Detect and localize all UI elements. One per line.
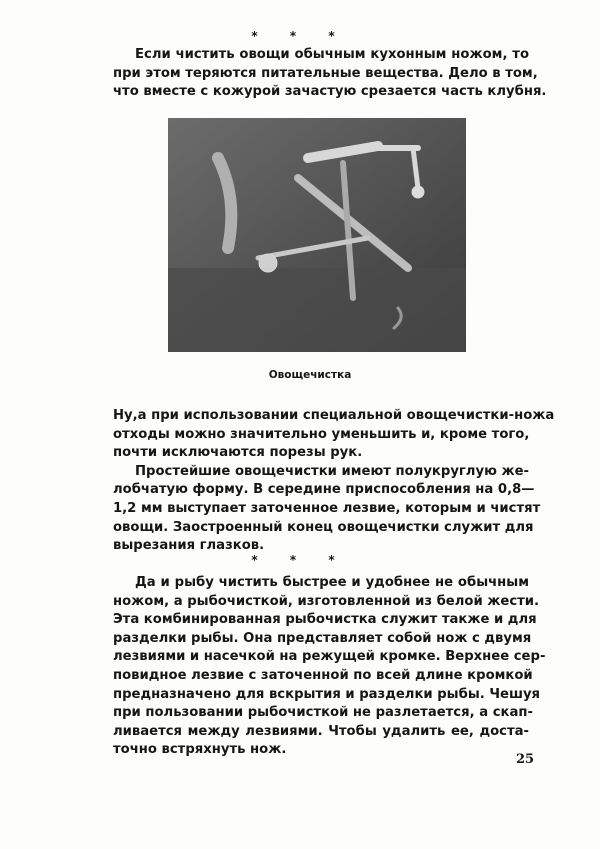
text-line: точно встряхнуть нож.: [113, 742, 287, 758]
text-line: ливается между лезвиями. Чтобы удалить ее, доста-: [113, 723, 529, 739]
text-line: Эта комбинированная рыбочистка служит также и для: [113, 612, 537, 628]
text-line: предназначено для вскрытия и разделки рыбы. Чешуя: [113, 686, 541, 702]
text-line: лезвиями и насечкой на режущей кромке. Верхнее сер-: [113, 649, 546, 665]
section-separator: * * *: [251, 553, 349, 567]
paragraph-1: [113, 46, 547, 102]
paragraph-2: [113, 407, 555, 556]
text-line: что вместе с кожурой зачастую срезается часть клубня.: [113, 84, 547, 100]
text-line: Да и рыбу чистить быстрее и удобнее не обычным: [135, 575, 529, 590]
text-line: при этом теряются питательные вещества. Дело в том,: [113, 65, 538, 81]
text-line: овощи. Заостроенный конец овощечистки служит для: [113, 519, 534, 535]
text-line: лобчатую форму. В середине приспособления на 0,8—: [113, 482, 535, 498]
text-line: при пользовании рыбочисткой не разлетается, а скап-: [113, 705, 533, 721]
text-line: 1,2 мм выступает заточенное лезвие, которым и чистят: [113, 500, 541, 516]
text-line: ножом, а рыбочисткой, изготовленной из белой жести.: [113, 593, 540, 609]
text-line: отходы можно значительно уменьшить и, кроме того,: [113, 426, 530, 442]
page-number: 25: [516, 752, 535, 767]
text-line: повидное лезвие с заточенной по всей длине кромкой: [113, 667, 533, 683]
text-line: разделки рыбы. Она представляет собой нож с двумя: [113, 630, 532, 646]
figure-caption: Овощечистка: [268, 369, 352, 381]
text-line: почти исключаются порезы рук.: [113, 445, 363, 461]
text-line: Простейшие овощечистки имеют полукруглую же-: [135, 463, 530, 479]
text-line: Если чистить овощи обычным кухонным ножом, то: [135, 47, 529, 62]
peeler-photo: [168, 118, 466, 352]
text-line: Ну,а при использовании специальной овощечистки-ножа: [113, 408, 555, 423]
section-separator: * * *: [251, 29, 349, 43]
text-line: вырезания глазков.: [113, 538, 265, 554]
